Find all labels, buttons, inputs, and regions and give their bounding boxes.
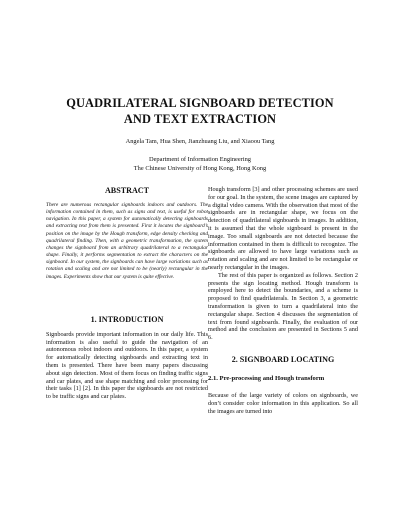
section-2-heading: 2. SIGNBOARD LOCATING xyxy=(231,354,335,364)
preprocessing-paragraph: Because of the large variety of colors on signboards, we don’t consider color information in this application. So all the images are turned into xyxy=(208,391,358,415)
abstract-heading: ABSTRACT xyxy=(104,186,150,195)
right-column xyxy=(208,186,358,415)
abstract-text: There are numerous rectangular signboards indoors and outdoors. The information contained in them, such as signs and text, is useful for robot navigation. In this paper, a system for automatically detecting signboards and extracting text from them is presented. First it locates the signboard’s position on the image by the Hough transform, edge density checking and quadrilateral finding. Then, with a geometric transformation, the system changes the signboard from an arbitrary quadrilateral to a rectangular shape. Finally, it performs segmentation to extract the characters on the signboard. In our system, the signboards can have large variations such as rotation and scaling and are not limited to be (nearly) rectangular in the images. Experiments show that our system is quite effective. xyxy=(46,202,208,280)
paper-title-line-1: QUADRILATERAL SIGNBOARD DETECTION xyxy=(66,96,334,110)
paper-organization-paragraph: The rest of this paper is organized as follows. Section 2 presents the sign locating method. Hough transform is employed here to detect the boundaries, and a scheme is proposed to find quadrilaterals. In Section 3, a geometric transformation is given to turn a quadrilateral into the rectangular shape. Section 4 discusses the segmentation of text from found signboards. Finally, the evaluation of our method and the conclusion are presented in Sections 5 and 6. xyxy=(208,271,358,342)
introduction-text: Signboards provide important information in our daily life. This information is also useful to guide the navigation of an autonomous robot indoors and outdoors. In this paper, a system for automatically detecting signboards and extracting text in them is presented. There have been many papers discussing about sign detection. Most of them focus on finding traffic signs and car plates, and use shape matching and color processing for their tasks [1] [2]. In this paper the signboards are not restricted to be traffic signs and car plates. xyxy=(46,330,208,401)
left-column xyxy=(46,186,208,401)
introduction-heading: 1. INTRODUCTION xyxy=(90,314,164,324)
author-list: Angela Tam, Hua Shen, Jianzhuang Liu, and Xiaoou Tang xyxy=(125,138,275,145)
paper-title-line-2: AND TEXT EXTRACTION xyxy=(123,112,277,126)
department: Department of Information Engineering xyxy=(148,156,252,163)
intro-continuation-paragraph: Hough transform [3] and other processing schemes are used for our goal. In the system, the scene images are captured by a digital video camera. With the observation that most of the signboards are in rectangular shape, we focus on the detection of quadrilateral signboards in images. In addition, it is assumed that the whole signboard is present in the image. Too small signboards are not detected because the information contained in them is difficult to recognize. The signboards are allowed to have large variations such as rotation and scaling and are not limited to be rectangular or nearly rectangular in the images. xyxy=(208,186,358,271)
university: The Chinese University of Hong Kong, Hong Kong xyxy=(133,165,267,172)
subsection-2-1-heading: 2.1. Pre-processing and Hough transform xyxy=(208,374,325,382)
